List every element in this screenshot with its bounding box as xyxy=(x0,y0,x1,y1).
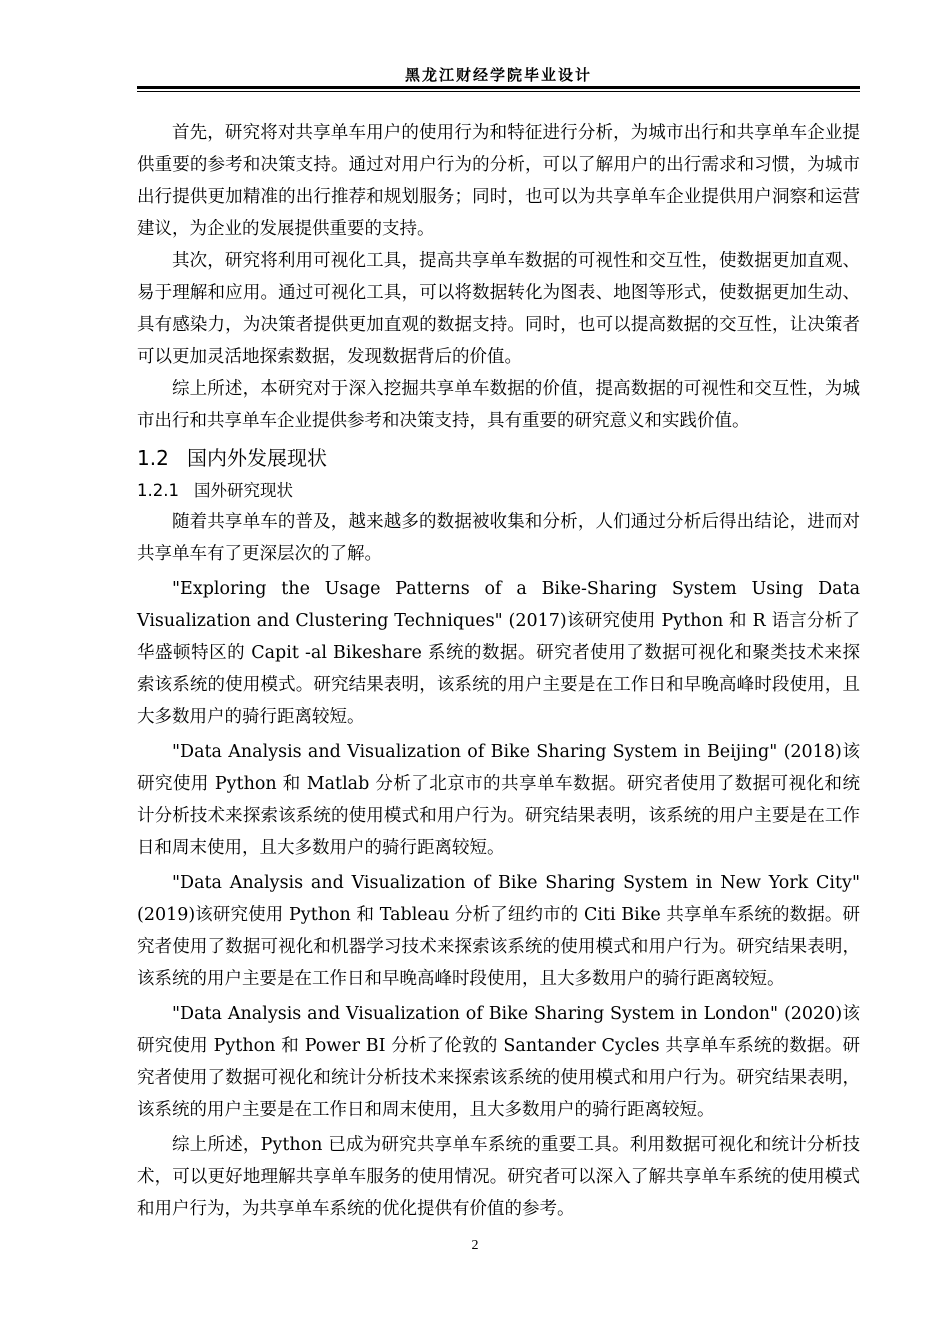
subsection-title: 国外研究现状 xyxy=(194,481,293,500)
section-heading xyxy=(137,443,860,473)
paragraph: "Data Analysis and Visualization of Bike Sharing System in London" (2020)该研究使用 Python 和 Power BI 分析了伦敦的 Santander Cycles 共享单车系统的数据。研究者使用了数据可视化和统计分析技术来探索该系统的使用模式和用户行为。研究结果表明，该系统的用户主要是在工作日和周末使用，且大多数用户的骑行距离较短。 xyxy=(137,1004,860,1120)
paragraph: 综上所述，Python 已成为研究共享单车系统的重要工具。利用数据可视化和统计分析技术，可以更好地理解共享单车服务的使用情况。研究者可以深入了解共享单车系统的使用模式和用户行为，为共享单车系统的优化提供有价值的参考。 xyxy=(137,1135,860,1219)
subsection-heading xyxy=(137,476,860,506)
paragraph: "Data Analysis and Visualization of Bike Sharing System in Beijing" (2018)该研究使用 Python 和 Matlab 分析了北京市的共享单车数据。研究者使用了数据可视化和统计分析技术来探索该系统的使用模式和用户行为。研究结果表明，该系统的用户主要是在工作日和周末使用，且大多数用户的骑行距离较短。 xyxy=(137,742,860,858)
page-header-title: 黑龙江财经学院毕业设计 xyxy=(404,66,592,84)
paragraph: 其次，研究将利用可视化工具，提高共享单车数据的可视性和交互性，使数据更加直观、易于理解和应用。通过可视化工具，可以将数据转化为图表、地图等形式，使数据更加生动、具有感染力，为决策者提供更加直观的数据支持。同时，也可以提高数据的交互性，让决策者可以更加灵活地探索数据，发现数据背后的价值。 xyxy=(137,251,860,367)
section-title: 国内外发展现状 xyxy=(187,446,327,470)
paragraph: 随着共享单车的普及，越来越多的数据被收集和分析，人们通过分析后得出结论，进而对共享单车有了更深层次的了解。 xyxy=(137,512,860,564)
paragraph: 首先，研究将对共享单车用户的使用行为和特征进行分析，为城市出行和共享单车企业提供重要的参考和决策支持。通过对用户行为的分析，可以了解用户的出行需求和习惯，为城市出行提供更加精准的出行推荐和规划服务；同时，也可以为共享单车企业提供用户洞察和运营建议，为企业的发展提供重要的支持。 xyxy=(137,123,860,239)
subsection-number: 1.2.1 xyxy=(137,481,179,500)
header-rule-thin xyxy=(137,91,860,92)
page-number: 2 xyxy=(471,1238,479,1253)
paragraph: "Data Analysis and Visualization of Bike Sharing System in New York City" (2019)该研究使用 Python 和 Tableau 分析了纽约市的 Citi Bike 共享单车系统的数据。研究者使用了数据可视化和机器学习技术来探索该系统的使用模式和用户行为。研究结果表明，该系统的用户主要是在工作日和早晚高峰时段使用，且大多数用户的骑行距离较短。 xyxy=(137,873,860,989)
paragraph: "Exploring the Usage Patterns of a Bike-Sharing System Using Data Visualization and Clustering Techniques" (2017)该研究使用 Python 和 R 语言分析了华盛顿特区的 Capit -al Bikeshare 系统的数据。研究者使用了数据可视化和聚类技术来探索该系统的使用模式。研究结果表明，该系统的用户主要是在工作日和早晚高峰时段使用，且大多数用户的骑行距离较短。 xyxy=(137,579,860,727)
paragraph: 综上所述，本研究对于深入挖掘共享单车数据的价值，提高数据的可视性和交互性，为城市出行和共享单车企业提供参考和决策支持，具有重要的研究意义和实践价值。 xyxy=(137,379,860,431)
header-rule-thick xyxy=(137,86,860,89)
section-number: 1.2 xyxy=(137,446,169,470)
body-text xyxy=(137,117,860,1225)
